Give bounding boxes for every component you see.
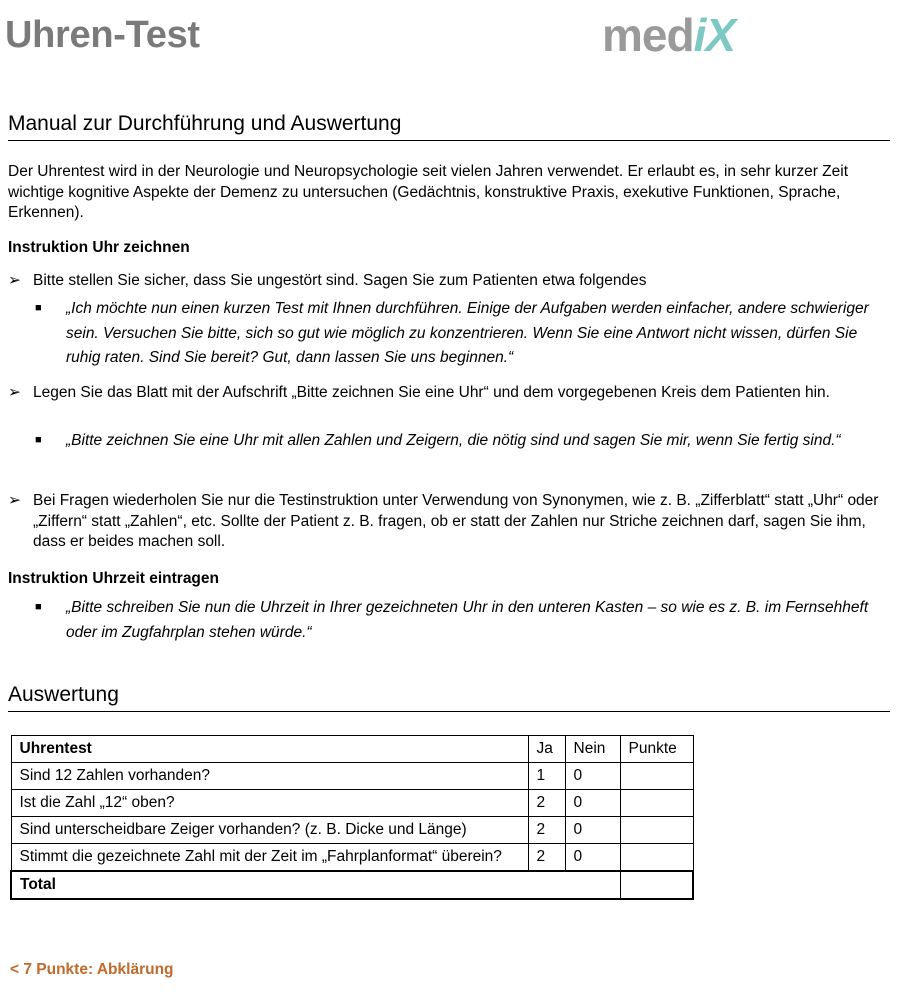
intro-paragraph: Der Uhrentest wird in der Neurologie und Neuropsychologie seit vielen Jahren verwendet. Er erlaubt es, in sehr kurzer Zeit wichtige kognitive Aspekte der Demenz zu untersuchen (Gedächtnis, konstruktive Praxis, exekutive Funktionen, Sprache, Erkennen).	[8, 163, 848, 221]
square-bullet-icon: ■	[35, 601, 42, 613]
section-title-enter-time: Instruktion Uhrzeit eintragen	[8, 570, 219, 587]
ja-cell: 1	[528, 763, 565, 790]
nein-cell: 0	[565, 763, 620, 790]
nein-cell: 0	[565, 790, 620, 817]
instruction-text-2: Legen Sie das Blatt mit der Aufschrift „Bitte zeichnen Sie eine Uhr“ und dem vorgegebenen Kreis dem Patienten hin.	[33, 384, 830, 401]
page-title: Uhren-Test	[5, 14, 200, 56]
quote-text-1: „Ich möchte nun einen kurzen Test mit Ihnen durchführen. Einige der Aufgaben werden einfacher, andere schwieriger sein. Versuchen Sie bitte, sich so gut wie möglich zu konzentrieren. Wenn Sie eine Antwort nicht wissen, dürfen Sie ruhig raten. Sind Sie bereit? Gut, dann lassen Sie uns beginnen.“	[66, 300, 869, 366]
header-cell-uhrentest: Uhrentest	[11, 736, 528, 763]
quote-text-2: „Bitte zeichnen Sie eine Uhr mit allen Zahlen und Zeigern, die nötig sind und sagen Sie mir, wenn Sie fertig sind.“	[66, 432, 841, 449]
auswertung-heading: Auswertung	[8, 683, 890, 712]
header-cell-punkte: Punkte	[620, 736, 693, 763]
total-row	[11, 871, 693, 899]
arrow-bullet-icon: ➢	[8, 384, 21, 401]
punkte-cell[interactable]	[620, 844, 693, 872]
ja-cell: 2	[528, 790, 565, 817]
quote-text-3: „Bitte schreiben Sie nun die Uhrzeit in Ihrer gezeichneten Uhr in den unteren Kasten – so wie es z. B. im Fernsehheft oder im Zugfahrplan stehen würde.“	[66, 599, 869, 641]
table-header-row	[11, 736, 693, 763]
header-cell-nein: Nein	[565, 736, 620, 763]
ja-cell: 2	[528, 844, 565, 872]
instruction-text-1: Bitte stellen Sie sicher, dass Sie ungestört sind. Sagen Sie zum Patienten etwa folgendes	[33, 272, 647, 289]
scoring-table	[10, 735, 694, 900]
total-value-cell[interactable]	[620, 871, 693, 899]
logo-part-ix: iX	[693, 9, 736, 61]
header-cell-ja: Ja	[528, 736, 565, 763]
question-cell: Ist die Zahl „12“ oben?	[11, 790, 528, 817]
medix-logo	[602, 8, 735, 62]
question-cell: Sind unterscheidbare Zeiger vorhanden? (z. B. Dicke und Länge)	[11, 817, 528, 844]
punkte-cell[interactable]	[620, 817, 693, 844]
square-bullet-icon: ■	[35, 434, 42, 446]
logo-part-med: med	[602, 9, 694, 61]
table-row	[11, 844, 693, 872]
table-row	[11, 817, 693, 844]
nein-cell: 0	[565, 817, 620, 844]
section-title-draw-clock: Instruktion Uhr zeichnen	[8, 239, 190, 256]
punkte-cell[interactable]	[620, 763, 693, 790]
square-bullet-icon: ■	[35, 302, 42, 314]
total-label: Total	[11, 871, 620, 899]
nein-cell: 0	[565, 844, 620, 872]
ja-cell: 2	[528, 817, 565, 844]
question-cell: Stimmt die gezeichnete Zahl mit der Zeit im „Fahrplanformat“ überein?	[11, 844, 528, 872]
table-row	[11, 763, 693, 790]
question-cell: Sind 12 Zahlen vorhanden?	[11, 763, 528, 790]
arrow-bullet-icon: ➢	[8, 272, 21, 289]
table-row	[11, 790, 693, 817]
arrow-bullet-icon: ➢	[8, 492, 21, 509]
manual-heading: Manual zur Durchführung und Auswertung	[8, 112, 890, 141]
instruction-text-3: Bei Fragen wiederholen Sie nur die Testinstruktion unter Verwendung von Synonymen, wie z. B. „Zifferblatt“ statt „Uhr“ oder „Ziffern“ statt „Zahlen“, etc. Sollte der Patient z. B. fragen, ob er statt der Zahlen nur Striche zeichnen darf, sagen Sie ihm, dass er beides machen soll.	[33, 492, 879, 550]
punkte-cell[interactable]	[620, 790, 693, 817]
threshold-note: < 7 Punkte: Abklärung	[10, 961, 174, 978]
